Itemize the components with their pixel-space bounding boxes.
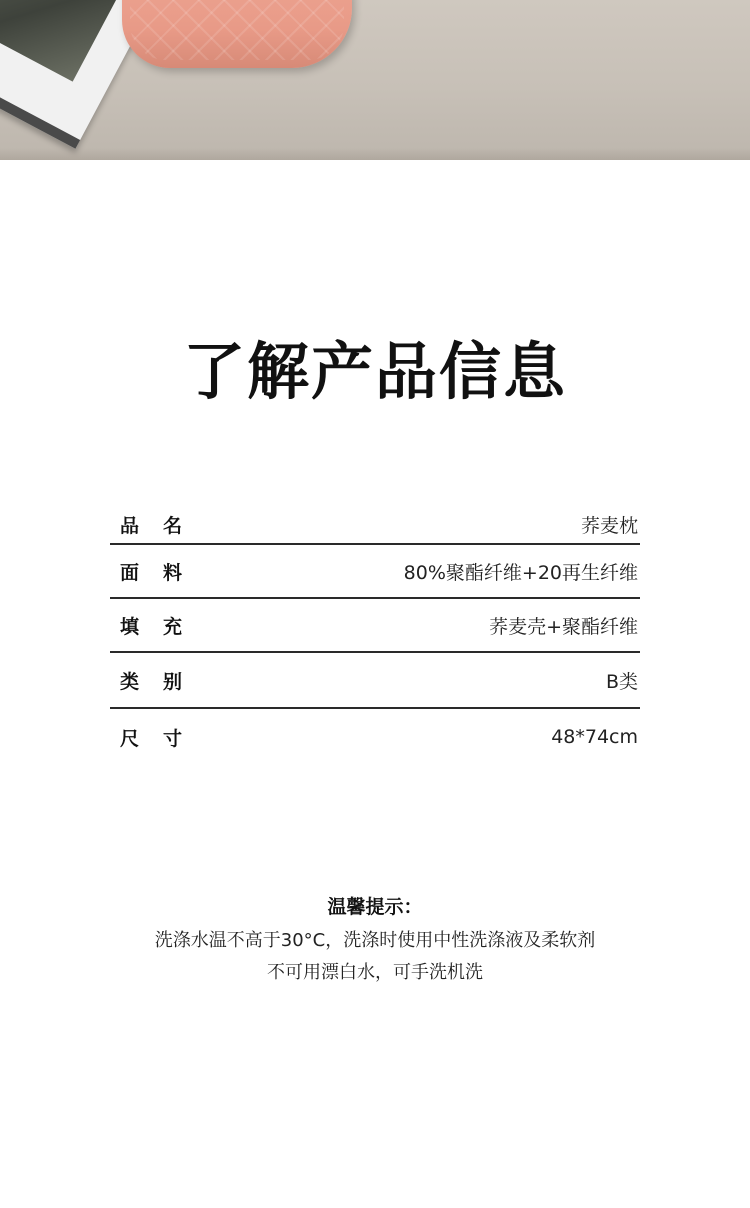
tips-title: 温馨提示：	[327, 896, 423, 918]
tips-line: 不可用漂白水，可手洗机洗	[267, 962, 483, 983]
info-row-size	[110, 709, 640, 765]
info-row-name	[110, 505, 640, 545]
info-value: 荞麦枕	[580, 514, 638, 537]
info-row-filling	[110, 599, 640, 653]
page-title: 了解产品信息	[182, 335, 567, 408]
info-row-fabric	[110, 545, 640, 599]
info-label: 面料	[120, 561, 207, 584]
info-label: 尺寸	[120, 727, 207, 750]
info-label: 填充	[120, 615, 207, 638]
info-value: 80%聚酯纤维+20再生纤维	[403, 561, 638, 584]
book-page-picture	[0, 0, 124, 82]
info-value: B类	[605, 670, 638, 693]
pillow-quilt-pattern	[130, 0, 344, 60]
product-photo	[0, 0, 750, 160]
tips-line: 洗涤水温不高于30°C，洗涤时使用中性洗涤液及柔软剂	[154, 930, 596, 951]
info-label: 类别	[120, 670, 207, 693]
pillow-image	[122, 0, 352, 68]
info-value: 48*74cm	[551, 726, 638, 748]
product-info-table	[110, 505, 640, 765]
info-label: 品名	[120, 514, 207, 537]
info-value: 荞麦壳+聚酯纤维	[489, 615, 638, 638]
photo-edge	[0, 148, 750, 160]
info-row-category	[110, 653, 640, 709]
